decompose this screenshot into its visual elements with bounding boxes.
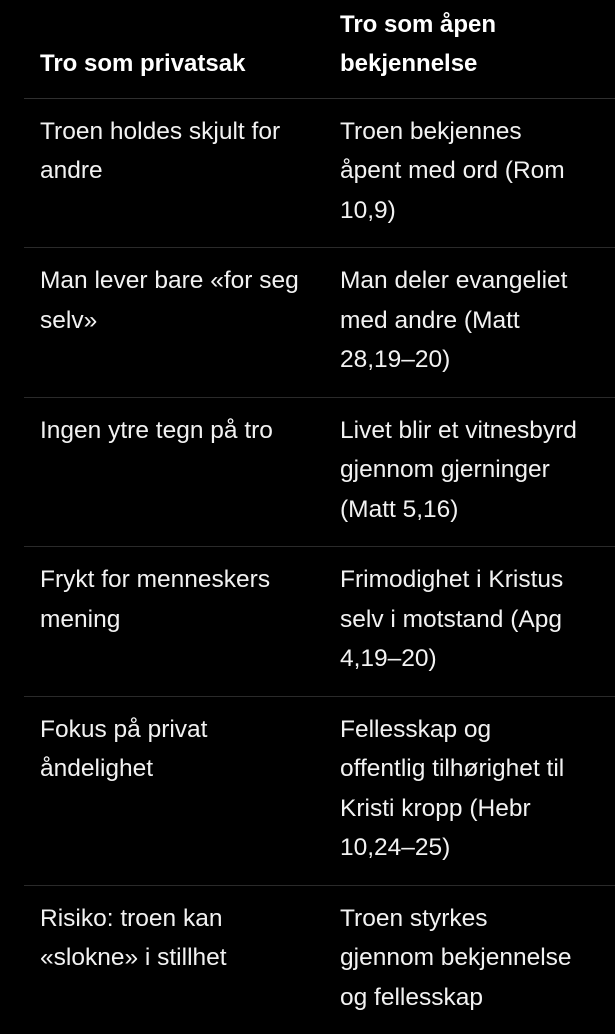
- cell-private: Troen holdes skjult for andre: [24, 98, 324, 248]
- table-row: [24, 547, 615, 697]
- table-row: [24, 98, 615, 248]
- cell-private: Risiko: troen kan «slokne» i stillhet: [40, 904, 227, 971]
- cell-private: Man lever bare «for seg selv»: [24, 248, 324, 398]
- table-row: [24, 397, 615, 547]
- table-row: [24, 248, 615, 398]
- column-header-private: Tro som privatsak: [24, 0, 324, 98]
- cell-open: Troen bekjennes åpent med ord (Rom 10,9): [324, 98, 615, 248]
- cell-private: Fokus på privat åndelighet: [24, 696, 324, 885]
- cell-open: Livet blir et vitnesbyrd gjennom gjerninger (Matt 5,16): [324, 397, 615, 547]
- table-header-row: [24, 0, 615, 98]
- cell-open: Troen styrkes gjennom bekjennelse og fellesskap: [340, 904, 572, 1011]
- cell-open: Man deler evangeliet med andre (Matt 28,19–20): [324, 248, 615, 398]
- cell-open: Frimodighet i Kristus selv i motstand (Apg 4,19–20): [324, 547, 615, 697]
- comparison-table-container[interactable]: [24, 0, 615, 1034]
- table-row: [24, 696, 615, 885]
- table-row: [24, 885, 615, 1034]
- column-header-open: Tro som åpen bekjennelse: [324, 0, 615, 98]
- cell-private: Frykt for menneskers mening: [24, 547, 324, 697]
- comparison-table: [24, 0, 615, 1034]
- cell-open: Fellesskap og offentlig tilhørighet til Kristi kropp (Hebr 10,24–25): [324, 696, 615, 885]
- cell-private: Ingen ytre tegn på tro: [24, 397, 324, 547]
